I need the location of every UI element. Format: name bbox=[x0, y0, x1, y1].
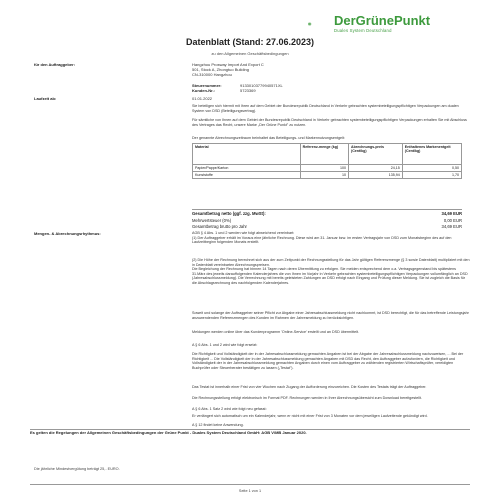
page-subtitle: zu den Allgemeinen Geschäftsbedingungen bbox=[211, 51, 289, 56]
billing-paragraph: A § 6 Abs. 1 und 2 wird wie folgt ersetzt: bbox=[192, 343, 258, 347]
table-row bbox=[193, 172, 462, 179]
green-dot-logo-icon bbox=[308, 12, 332, 36]
table-header-row bbox=[193, 144, 462, 165]
term-paragraph: Sie beteiligen sich hiermit mit Ihren auf dem Gebiet der Bundesrepublik Deutschland in Verkehr gebrachten systembeteiligungspflichtigen Verpackungen am dualen System von DSD (Beteiligungsvertrag). bbox=[192, 104, 459, 113]
billing-paragraph: A § 12 findet keine Anwendung. bbox=[192, 423, 244, 427]
material-table bbox=[192, 143, 462, 179]
client-label: für den Auftraggeber: bbox=[34, 62, 75, 67]
agb-statement: Es gelten die Regelungen der Allgemeinen Geschäftsbedingungen der Grüne Punkt - Duales System Deutschland GmbH: AGB V/MB Januar 2020. bbox=[30, 430, 307, 435]
page-divider bbox=[30, 484, 470, 485]
billing-paragraph: Die Rechnungsstellung erfolgt elektronisch im Format PDF. Rechnungen werden in Ihrer Abrechnungsübersicht zum Download bereitgestellt. bbox=[192, 396, 422, 400]
totals-divider bbox=[192, 209, 462, 210]
client-address bbox=[192, 62, 264, 77]
term-paragraph: Der genannte Abrechnungszeitraum beinhaltet das Beteiligungs- und Markennutzungsentgelt: bbox=[192, 136, 345, 140]
tax-label: Steuernummer: bbox=[192, 83, 222, 88]
table-cell: Papier/Pappe/Karton bbox=[193, 165, 301, 172]
gross-label: Gesamtbetrag brutto pro Jahr bbox=[192, 224, 247, 229]
net-label: Gesamtbetrag netto (ggf. zzg. MwSt): bbox=[192, 211, 266, 216]
customer-value: 5723369 bbox=[240, 88, 256, 93]
billing-paragraph: (2) Die Höhe der Rechnung berechnet sich aus der zum Zeitpunkt der Rechnungsstellung für das Jahr gültigen Referenzmenge (§ 3 sowie Datenblatt) multipliziert mit den in Datenblatt vereinbarten Abrechnungspreisen. Die Begleichung der Rechnung hat binnen 14 Tagen nach deren Übermittlung zu erfolgen. Sie melden entsprechend dem o.a. Vertragsgegenstand bis spätestens 31.März des jeweils darauffolgenden Kalenderjahres die von Ihnen im Vorjahr in Verkehr gebrachten systembeteiligungspflichtigen Verpackungen vollumfänglich an DSD (Jahresabschlussmeldung). Die Verrechnung mit bereits geleisteten Zahlungen an DSD erfolgt nach Eingang und Prüfung dieser Meldung. Sie ist zugleich die Basis für die Abschlagsrechnung des nachfolgenden Kalenderjahres. bbox=[192, 258, 470, 285]
table-cell: 1,70 bbox=[402, 172, 461, 179]
billing-paragraph: AGB § 4 Abs. 1 und 2 werden wie folgt abweichend vereinbart: (1) Der Auftraggeber erhält im Voraus eine jährliche Rechnung. Diese wird am 31. Januar bzw. im ersten Vertragsjahr von DSD zum Monatsbeginn des auf den Laufzeitbeginn folgenden Monats erstellt. bbox=[192, 231, 452, 245]
client-line: Hangzhou Prosway Import And Export C bbox=[192, 62, 264, 67]
billing-label: Mengen- & Abrechnungsrhythmus: bbox=[34, 231, 101, 236]
table-cell: 10 bbox=[300, 172, 348, 179]
table-header: Enthaltenes Markenentgelt (Cent/kg) bbox=[402, 144, 461, 165]
logo-tagline: Duales System Deutschland bbox=[334, 28, 392, 33]
customer-label: Kunden-Nr.: bbox=[192, 88, 215, 93]
billing-paragraph: Meldungen werden online über das Kundenprogramm 'Online-Service' erstellt und an DSD übermittelt. bbox=[192, 330, 360, 334]
table-header: Abrechnungs-preis (Cent/kg) bbox=[349, 144, 403, 165]
table-row bbox=[193, 165, 462, 172]
client-line: 501, Stock A, Zhongtuo Building bbox=[192, 67, 249, 73]
page-title: Datenblatt (Stand: 27.06.2023) bbox=[185, 37, 315, 47]
table-cell: 135,94 bbox=[349, 172, 403, 179]
billing-paragraph: Er verlängert sich automatisch um ein Kalenderjahr, wenn er nicht mit einer Frist von 3 Monaten vor dem jeweiligen Laufzeitende gekündigt wird. bbox=[192, 414, 428, 418]
table-header: Referenz-menge (kg) bbox=[300, 144, 348, 165]
table-cell: Kunststoffe bbox=[193, 172, 301, 179]
table-cell: 100 bbox=[300, 165, 348, 172]
term-value: 01.01.2022 bbox=[192, 96, 213, 101]
term-paragraph: Für sämtliche von Ihnen auf dem Gebiet der Bundesrepublik Deutschland in Verkehr gebrachten systembeteiligungspflichtigen Verpackungen erhalten Sie mit Abschluss des Vertrages das Recht, unsere Marke „Der Grüne Punkt" zu nutzen. bbox=[192, 118, 467, 127]
gross-value: 34,69 EUR bbox=[441, 224, 462, 229]
table-cell: 24,15 bbox=[349, 165, 403, 172]
minimum-fee-note: Die jährliche Mindestvergütung beträgt 25,- EURO. bbox=[34, 467, 120, 471]
client-line: CN-310000 Hangzhou bbox=[192, 72, 232, 78]
vat-value: 0,00 EUR bbox=[443, 218, 462, 223]
net-value: 34,69 EUR bbox=[441, 211, 462, 216]
billing-paragraph: A § 6 Abs. 1 Satz 2 wird wie folgt neu gefasst: bbox=[192, 407, 267, 411]
table-cell: 0,50 bbox=[402, 165, 461, 172]
table-header: Material bbox=[193, 144, 301, 165]
vat-label: Mehrwertsteuer (0%) bbox=[192, 218, 232, 223]
billing-paragraph: Soweit und solange der Auftraggeber seiner Pflicht zur Abgabe einer Jahresabschlussmeldung nicht nachkommt, ist DSD berechtigt, die für das betreffende Leistungsjahr anzuwendenden Referenzmengen des Kunden im Rahmen der Jahresmeldung zu berücksichtigen. bbox=[192, 311, 469, 320]
page-number: Seite 1 von 1 bbox=[238, 489, 262, 493]
logo-name: DerGrünePunkt bbox=[334, 13, 431, 28]
billing-paragraph: Das Testat ist innerhalb einer Frist von vier Wochen nach Zugang der Aufforderung einzureichen. Die Kosten des Testats trägt der Auftraggeber. bbox=[192, 385, 427, 389]
term-label: Laufzeit ab: bbox=[34, 96, 57, 101]
billing-paragraph: Die Richtigkeit und Vollständigkeit der in der Jahresabschlussmeldung gemachten Angaben ist bei der Abgabe der Jahresabschlussmeldung nachzuweisen, ... Bei der Richtigkeit ... Die Vollständigkeit der in der Jahresabschlussmeldung gemachten Angaben mit DSD das Recht, den Auftraggeber aufzufordern, die Richtigkeit und Vollständigkeit der in der Jahresabschlussmeldung gemachten Angaben durch einen vom Auftraggeber zu wählenden registrierten Wirtschaftsprüfer, vereidigten Buchprüfer oder Steuerberater bestätigen zu lassen („Testat"). bbox=[192, 352, 464, 370]
tax-value: 91330103779940571XL bbox=[240, 83, 283, 88]
